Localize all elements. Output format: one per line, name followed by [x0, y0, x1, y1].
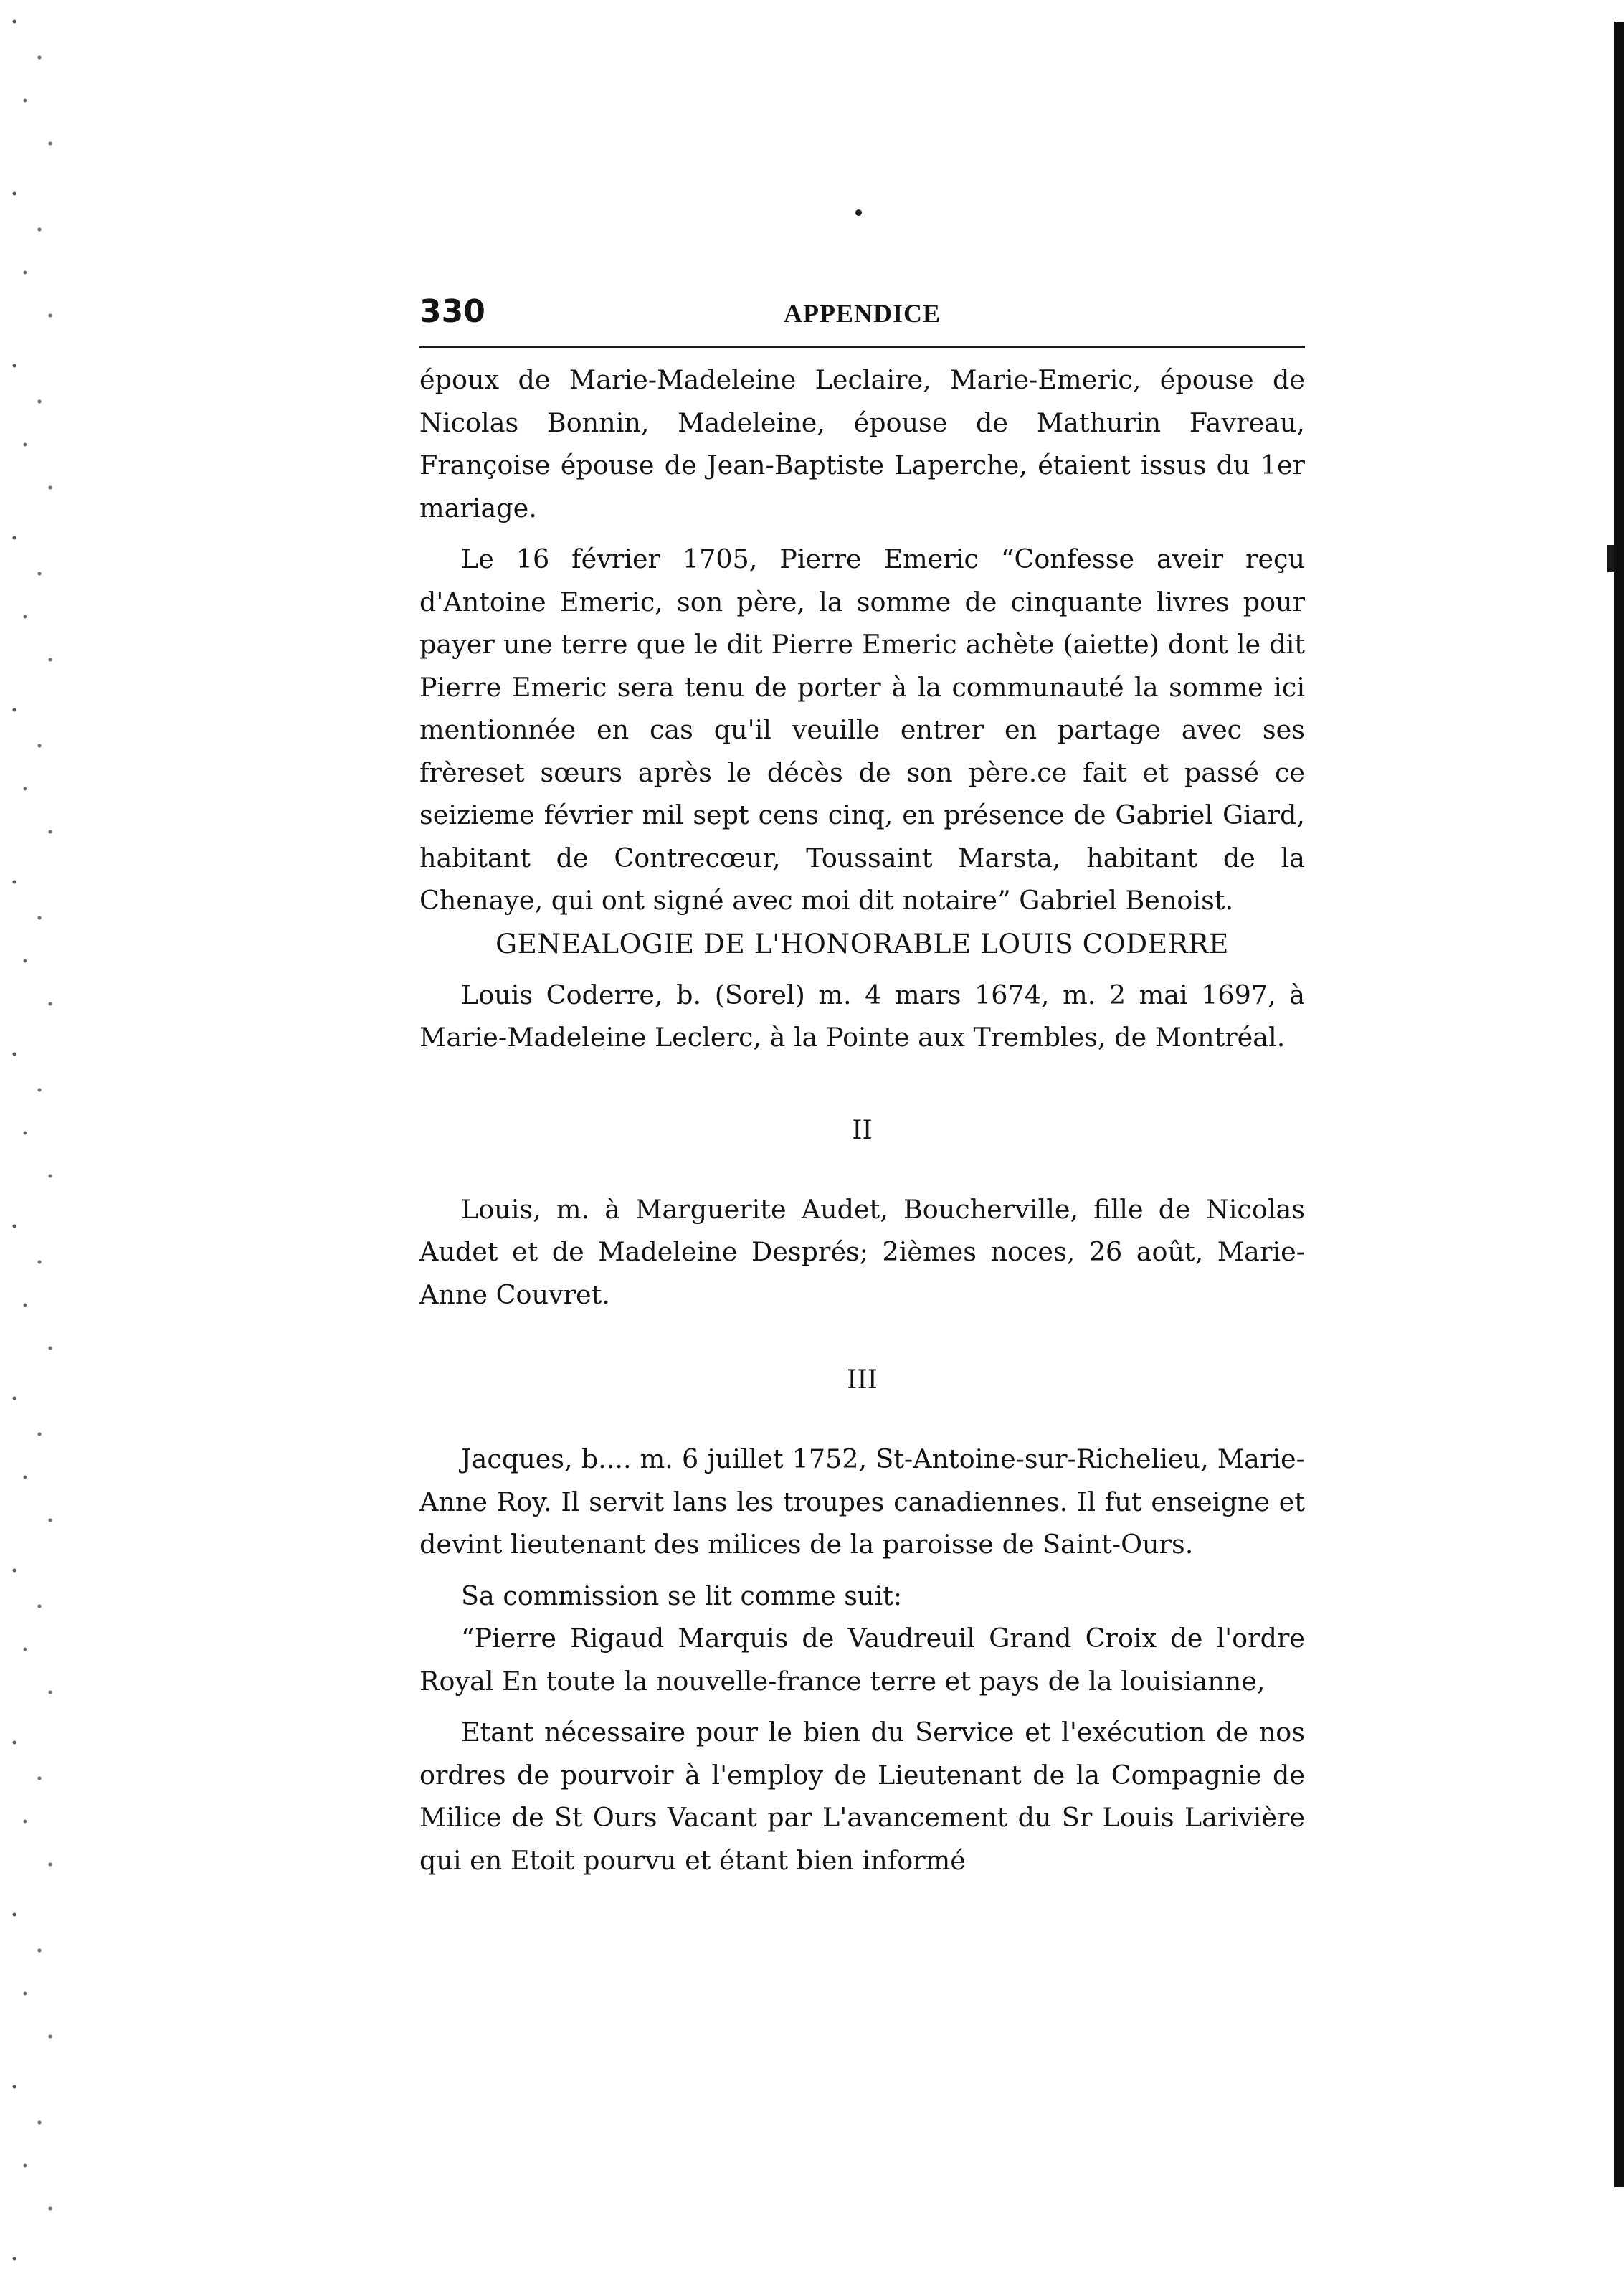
scan-speck: [855, 209, 862, 216]
paragraph-generation-3: Jacques, b.... m. 6 juillet 1752, St-Antoine-sur-Richelieu, Marie-Anne Roy. Il servit lans les troupes canadiennes. Il fut enseigne et devint lieutenant des milices de la paroisse de Saint-Ours.: [419, 1443, 1305, 1560]
scan-right-edge-shadow: [1614, 22, 1624, 2187]
scan-left-edge-artifacts: [0, 0, 65, 2281]
page-number: 330: [419, 293, 485, 330]
generation-numeral-3: III: [847, 1365, 878, 1395]
genealogy-heading: GENEALOGIE DE L'HONORABLE LOUIS CODERRE: [495, 927, 1229, 959]
running-head-title: APPENDICE: [783, 299, 941, 328]
paragraph-continuation: époux de Marie-Madeleine Leclaire, Marie-Emeric, épouse de Nicolas Bonnin, Madeleine, épouse de Mathurin Favreau, Françoise épouse de Jean-Baptiste Laperche, étaient issus du 1er mariage.: [419, 364, 1305, 523]
paragraph-notarial-act: Le 16 février 1705, Pierre Emeric “Confesse aveir reçu d'Antoine Emeric, son père, la somme de cinquante livres pour payer une terre que le dit Pierre Emeric achète (aiette) dont le dit Pierre Emeric sera tenu de porter à la communauté la somme ici mentionnée en cas qu'il veuille entrer en partage avec ses frèreset sœurs après le décès de son père.ce fait et passé ce seizieme février mil sept cens cinq, en présence de Gabriel Giard, habitant de Contrecœur, Toussaint Marsta, habitant de la Chenaye, qui ont signé avec moi dit notaire” Gabriel Benoist.: [419, 544, 1305, 916]
body-text: [419, 359, 1305, 1882]
book-page: [419, 290, 1305, 1882]
paragraph-generation-2: Louis, m. à Marguerite Audet, Boucherville, fille de Nicolas Audet et de Madeleine Després; 2ièmes noces, 26 août, Marie-Anne Couvret.: [419, 1193, 1305, 1310]
generation-numeral-2: II: [852, 1115, 873, 1145]
paragraph-commission-quote-start: “Pierre Rigaud Marquis de Vaudreuil Grand Croix de l'ordre Royal En toute la nouvelle-france terre et pays de la louisianne,: [419, 1623, 1305, 1697]
paragraph-commission-body: Etant nécessaire pour le bien du Service et l'exécution de nos ordres de pourvoir à l'employ de Lieutenant de la Compagnie de Milice de St Ours Vacant par L'avancement du Sr Louis Larivière qui en Etoit pourvu et étant bien informé: [419, 1717, 1305, 1876]
header-rule: [419, 346, 1305, 348]
scan-right-edge-notch: [1607, 545, 1614, 572]
running-head: [419, 290, 1305, 342]
paragraph-generation-1: Louis Coderre, b. (Sorel) m. 4 mars 1674, m. 2 mai 1697, à Marie-Madeleine Leclerc, à la Pointe aux Trembles, de Montréal.: [419, 979, 1305, 1053]
paragraph-commission-intro: Sa commission se lit comme suit:: [461, 1580, 903, 1611]
